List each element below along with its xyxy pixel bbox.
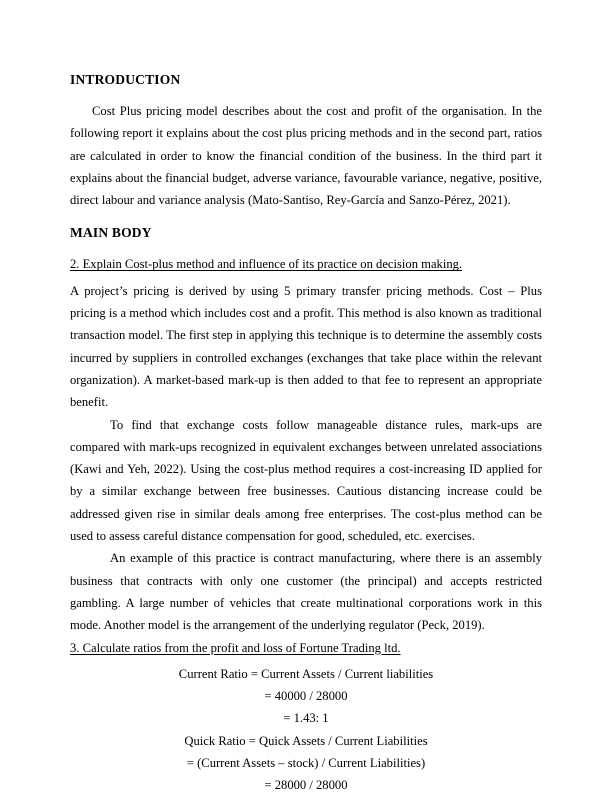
question-2-paragraph-2: To find that exchange costs follow manageable distance rules, mark-ups are compared with mark-ups recognized in equivalent exchanges between unrelated associations (Kawi and Yeh, 2022). Using the cost-plus method requires a cost-increasing ID applied for by a similar exchange between free businesses. Cautious distancing increase could be addressed given rise in similar deals among free enterprises. The cost-plus method can be used to assess careful distance compensation for good, scheduled, etc. exercises. <box>70 417 542 544</box>
document-content <box>70 72 542 797</box>
subheading-question-3: 3. Calculate ratios from the profit and loss of Fortune Trading ltd. <box>70 640 401 655</box>
calculation-line: Current Ratio = Current Assets / Current liabilities <box>178 666 434 681</box>
introduction-paragraph: Cost Plus pricing model describes about the cost and profit of the organisation. In the following report it explains about the cost plus pricing methods and in the second part, ratios are calculated in order to know the financial condition of the business. In the third part it explains about the financial budget, adverse variance, favourable variance, negative, positive, direct labour and variance analysis (Mato-Santiso, Rey-García and Sanzo-Pérez, 2021). <box>70 104 542 208</box>
subheading-question-2: 2. Explain Cost-plus method and influence of its practice on decision making. <box>70 257 463 272</box>
calculation-line: = 40000 / 28000 <box>264 689 348 704</box>
question-2-paragraph-3: An example of this practice is contract manufacturing, where there is an assembly business that contracts with only one customer (the principal) and accepts restricted gambling. A large number of vehicles that create multinational corporations work in this mode. Another model is the arrangement of the underlying regulator (Peck, 2019). <box>70 551 542 633</box>
calculation-line: = 28000 / 28000 <box>264 778 348 793</box>
calculation-line: = (Current Assets – stock) / Current Liabilities) <box>186 756 426 771</box>
ratio-calculations <box>70 663 542 797</box>
section-heading-main-body: MAIN BODY <box>70 225 152 241</box>
calculation-line: = 1.43: 1 <box>283 711 329 726</box>
section-heading-introduction: INTRODUCTION <box>70 72 181 87</box>
calculation-line: Quick Ratio = Quick Assets / Current Liabilities <box>184 733 428 748</box>
question-2-paragraph-1: A project’s pricing is derived by using 5 primary transfer pricing methods. Cost – Plus pricing is a method which includes cost and a profit. This method is also known as traditional transaction model. The first step in applying this technique is to determine the assembly costs incurred by suppliers in controlled exchanges (exchanges that take place within the relevant organization). A market-based mark-up is then added to that fee to represent an appropriate benefit. <box>70 283 542 410</box>
